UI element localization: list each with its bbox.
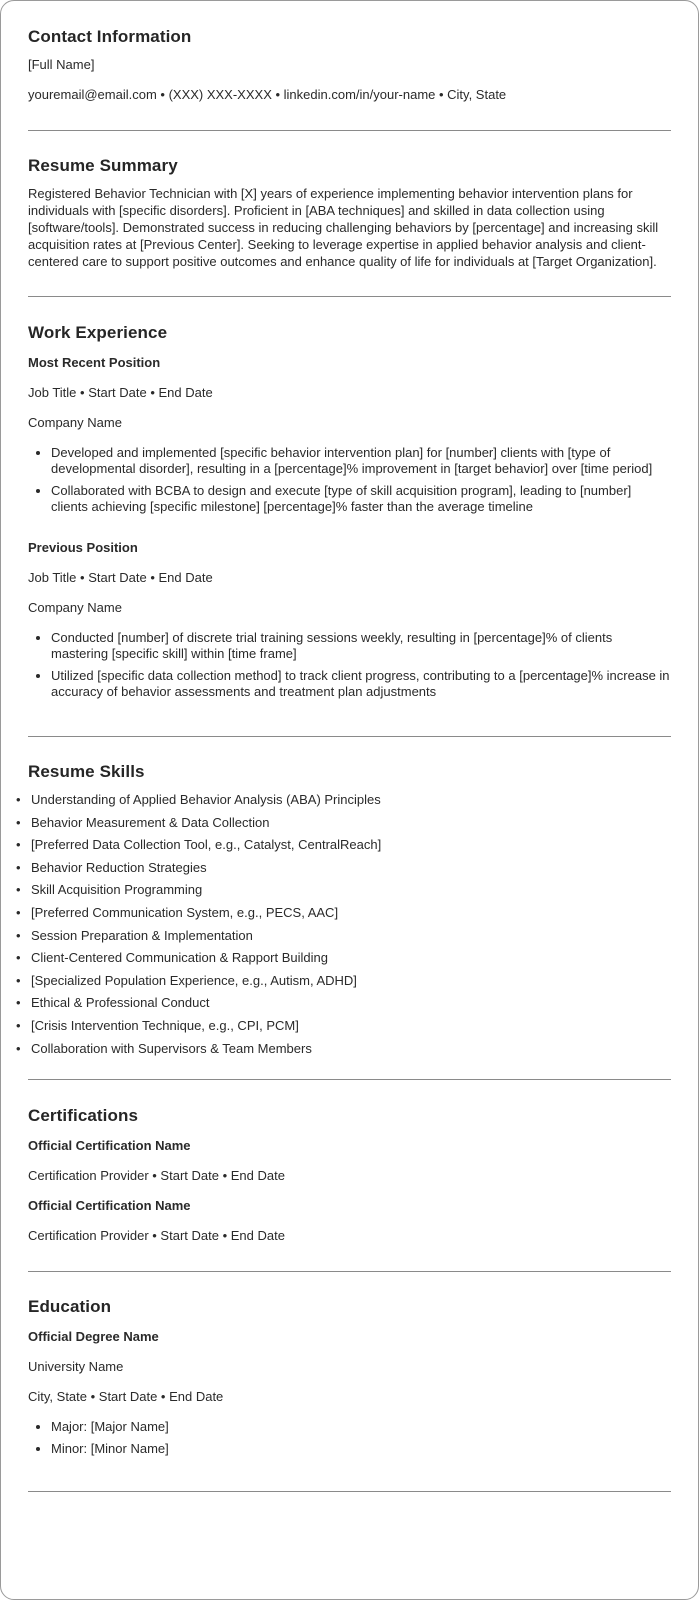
list-item: • Major: [Major Name] [51, 1419, 671, 1435]
job-title-line: Job Title • Start Date • End Date [28, 385, 213, 400]
summary-section [28, 131, 671, 270]
degree-name: Official Degree Name [28, 1329, 159, 1345]
list-item: • Minor: [Minor Name] [51, 1441, 671, 1457]
list-item: • Client-Centered Communication & Rapport Building [31, 950, 671, 973]
position-most-recent [28, 355, 671, 515]
experience-section [28, 297, 671, 700]
contact-section [28, 1, 671, 103]
skills-heading: Resume Skills [28, 762, 145, 781]
certifications-section [28, 1080, 671, 1244]
list-item: • Understanding of Applied Behavior Analysis (ABA) Principles [31, 792, 671, 815]
certification-details: Certification Provider • Start Date • End Date [28, 1228, 285, 1244]
certifications-heading: Certifications [28, 1106, 139, 1126]
position-label: Most Recent Position [28, 355, 161, 370]
position-bullets [28, 445, 671, 515]
list-item: • Developed and implemented [specific behavior intervention plan] for [number] clients with [type of developmental disorder], resulting in a [percentage]% improvement in [target behavior] over [time period] [51, 445, 671, 477]
position-bullets [28, 630, 671, 700]
experience-heading: Work Experience [28, 323, 168, 342]
summary-text: Registered Behavior Technician with [X] years of experience implementing behavior intervention plans for individuals with [specific disorders]. Proficient in [ABA techniques] and skilled in data collection using [software/tools]. Demonstrated success in reducing challenging behaviors by [percentage] and increasing skill acquisition rates at [Previous Center]. Seeking to leverage expertise in applied behavior analysis and client-centered care to support positive outcomes and enhance quality of life for individuals at [Target Organization]. [28, 186, 659, 269]
summary-heading: Resume Summary [28, 156, 178, 175]
company-name: Company Name [28, 415, 122, 430]
list-item: • Behavior Reduction Strategies [31, 860, 671, 883]
list-item: • Skill Acquisition Programming [31, 882, 671, 905]
contact-heading: Contact Information [28, 27, 192, 46]
list-item: • [Preferred Communication System, e.g., PECS, AAC] [31, 905, 671, 928]
list-item: • [Preferred Data Collection Tool, e.g., Catalyst, CentralReach] [31, 837, 671, 860]
job-title-line: Job Title • Start Date • End Date [28, 570, 213, 585]
list-item: • Behavior Measurement & Data Collection [31, 815, 671, 838]
education-bullets [28, 1419, 671, 1457]
company-name: Company Name [28, 600, 122, 615]
list-item: • Ethical & Professional Conduct [31, 995, 671, 1018]
list-item: • Conducted [number] of discrete trial training sessions weekly, resulting in [percentage]% of clients mastering [specific skill] within [time frame] [51, 630, 671, 662]
list-item: • Collaboration with Supervisors & Team Members [31, 1041, 671, 1064]
education-section [28, 1272, 671, 1457]
certification-name: Official Certification Name [28, 1138, 191, 1154]
certification-name: Official Certification Name [28, 1198, 191, 1214]
list-item: • [Specialized Population Experience, e.g., Autism, ADHD] [31, 973, 671, 996]
list-item: • Utilized [specific data collection method] to track client progress, contributing to a [percentage]% increase in accuracy of behavior assessments and treatment plan adjustments [51, 668, 671, 700]
list-item: • Session Preparation & Implementation [31, 928, 671, 951]
skills-list [28, 792, 671, 1063]
position-previous [28, 540, 671, 700]
education-details: City, State • Start Date • End Date [28, 1389, 224, 1405]
education-heading: Education [28, 1297, 112, 1317]
university-name: University Name [28, 1359, 124, 1375]
certification-details: Certification Provider • Start Date • End Date [28, 1168, 285, 1184]
list-item: • [Crisis Intervention Technique, e.g., CPI, PCM] [31, 1018, 671, 1041]
contact-details: youremail@email.com • (XXX) XXX-XXXX • linkedin.com/in/your-name • City, State [28, 87, 507, 102]
skills-section [28, 737, 671, 1063]
position-label: Previous Position [28, 540, 138, 555]
full-name: [Full Name] [28, 57, 95, 72]
divider [28, 1491, 671, 1492]
list-item: • Collaborated with BCBA to design and execute [type of skill acquisition program], leading to [number] clients achieving [specific milestone] [percentage]% faster than the average timeline [51, 483, 671, 515]
